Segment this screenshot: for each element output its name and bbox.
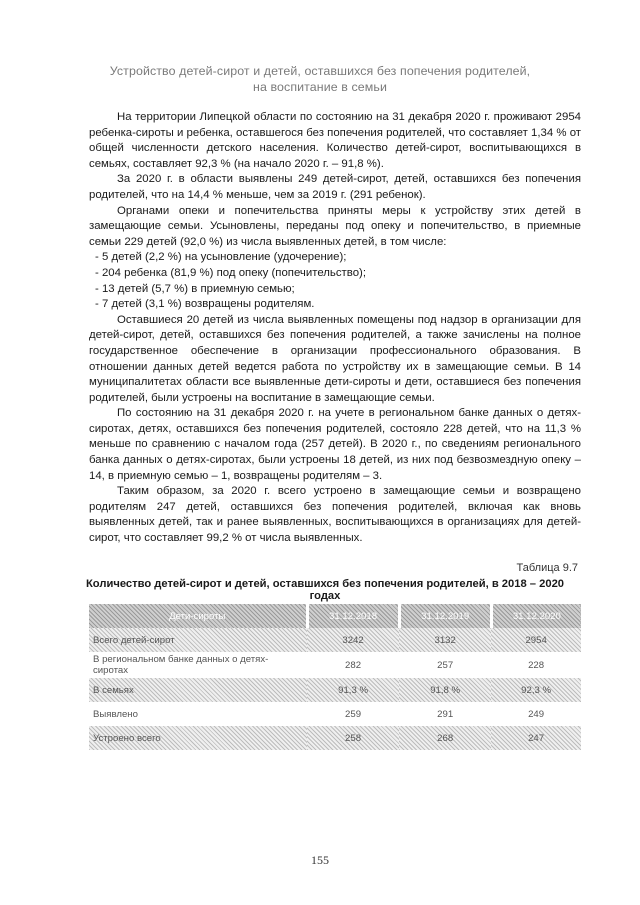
table-title: Количество детей-сирот и детей, оставшихся без попечения родителей, в 2018 – 2020 годах xyxy=(85,578,565,602)
table-header-row xyxy=(89,604,581,628)
section-title-line-2: на воспитание в семьи xyxy=(253,80,387,94)
list-item: - 7 детей (3,1 %) возвращены родителям. xyxy=(95,298,315,311)
table-cell-label: В семьях xyxy=(89,678,307,702)
table-cell: 91,3 % xyxy=(307,678,399,702)
table-cell: 259 xyxy=(345,708,362,720)
table-cell-label: Всего детей-сирот xyxy=(89,628,307,652)
table-caption: Таблица 9.7 xyxy=(516,562,578,574)
table-cell: 228 xyxy=(528,659,545,671)
table-cell-label: Устроено всего xyxy=(89,726,307,750)
table-row xyxy=(89,678,581,702)
paragraph-6: Таким образом, за 2020 г. всего устроено в замещающие семьи и возвращено родителям 247 детей, оставшихся без попечения родителей, включая как вновь выявленных детей, так и ранее выявленных, воспитывающихся в организациях для детей-сирот, что составляет 99,2 % от числа выявленных. xyxy=(89,485,581,545)
paragraph-2: За 2020 г. в области выявлены 249 детей-сирот, детей, оставшихся без попечения родителей, что на 14,4 % меньше, чем за 2019 г. (291 ребенок). xyxy=(89,173,581,201)
table-header-cell: 31.12.2018 xyxy=(307,604,399,628)
table-cell: 258 xyxy=(307,726,399,750)
page-number: 155 xyxy=(311,853,329,867)
table-row xyxy=(89,702,581,726)
list-item: - 13 детей (5,7 %) в приемную семью; xyxy=(95,282,295,295)
table-header-cell: Дети-сироты xyxy=(89,604,307,628)
list-item: - 204 ребенка (81,9 %) под опеку (попечительство); xyxy=(95,266,366,279)
section-title xyxy=(60,63,580,95)
table-row xyxy=(89,652,581,678)
body-text xyxy=(89,110,581,547)
table-cell: 3242 xyxy=(307,628,399,652)
table-cell: 247 xyxy=(491,726,581,750)
table-cell: 249 xyxy=(528,708,545,720)
table-header-cell: 31.12.2019 xyxy=(399,604,491,628)
paragraph-3: Органами опеки и попечительства приняты меры к устройству этих детей в замещающие семьи. Усыновлены, переданы под опеку и попечительство, в приемные семьи 229 детей (92,0 %) из числа выявленных детей, в том числе: xyxy=(89,204,581,248)
section-title-line-1: Устройство детей-сирот и детей, оставшихся без попечения родителей, xyxy=(109,64,531,78)
table-header-cell: 31.12.2020 xyxy=(491,604,581,628)
table-cell: 92,3 % xyxy=(491,678,581,702)
table-cell: 291 xyxy=(437,708,454,720)
table-cell-label: Выявлено xyxy=(93,708,138,720)
paragraph-5: По состоянию на 31 декабря 2020 г. на учете в региональном банке данных о детях-сиротах, детях, оставшихся без попечения родителей, состояло 228 детей, что на 11,3 % меньше по сравнению с началом года (257 детей). В 2020 г., по сведениям регионального банка данных о детях-сиротах, были устроены 18 детей, из них под безвозмездную опеку – 14, в приемную семью – 1, возвращены родителям – 3. xyxy=(89,407,581,482)
table-cell: 3132 xyxy=(399,628,491,652)
table-row xyxy=(89,628,581,652)
table-cell: 268 xyxy=(399,726,491,750)
table-cell: 282 xyxy=(345,659,362,671)
list-item: - 5 детей (2,2 %) на усыновление (удочерение); xyxy=(95,251,347,264)
table-cell: 91,8 % xyxy=(399,678,491,702)
table-cell: 2954 xyxy=(491,628,581,652)
table-row xyxy=(89,726,581,750)
statistics-table xyxy=(89,604,581,750)
table-cell: 257 xyxy=(437,659,454,671)
table-cell-label: В региональном банке данных о детях-сиротах xyxy=(93,654,269,676)
paragraph-1: На территории Липецкой области по состоянию на 31 декабря 2020 г. проживают 2954 ребенка-сироты и ребенка, оставшегося без попечения родителей, что составляет 1,34 % от общей численности детского населения. Количество детей-сирот, воспитывающихся в семьях, составляет 92,3 % (на начало 2020 г. – 91,8 %). xyxy=(89,111,581,170)
paragraph-4: Оставшиеся 20 детей из числа выявленных помещены под надзор в организации для детей-сирот, детей, оставшихся без попечения родителей, а также зачислены на полное государственное обеспечение в организации профессионального образования. В отношении данных детей ведется работа по устройству их в замещающие семьи. В 14 муниципалитетах области все выявленные дети-сироты и дети, оставшиеся без попечения родителей, были устроены на воспитание в замещающие семьи. xyxy=(89,313,581,404)
